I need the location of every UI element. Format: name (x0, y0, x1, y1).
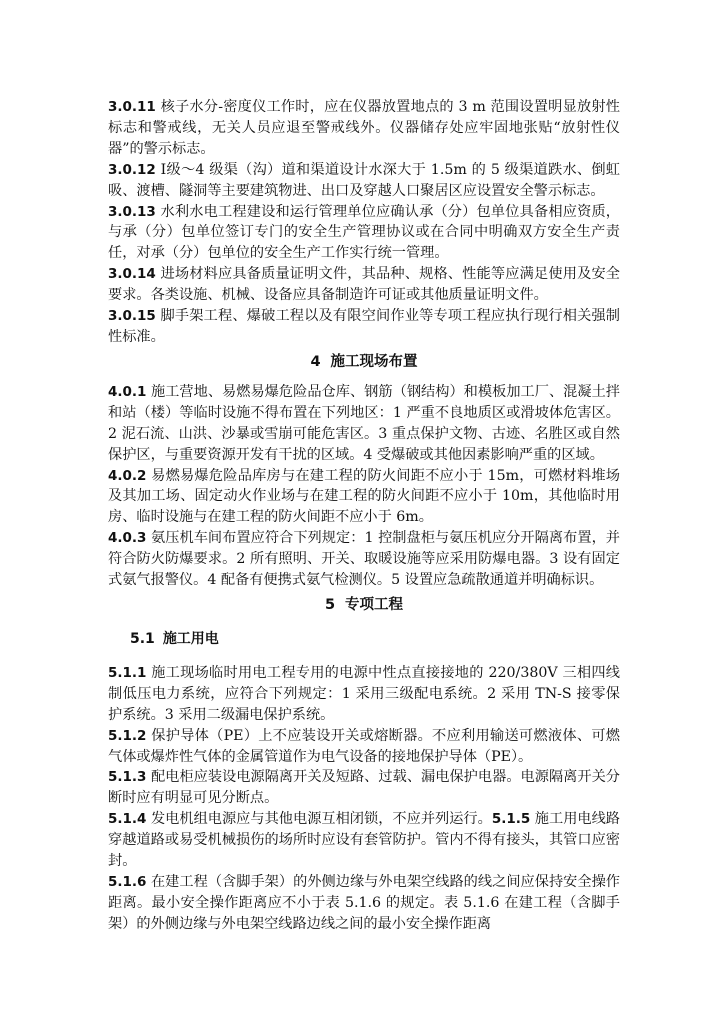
clause-text: 核子水分-密度仪工作时，应在仪器放置地点的 3 m 范围设置明显放射性标志和警戒线，无关人员应退至警戒线外。仪器储存处应牢固地张贴“放射性仪器”的警示标志。 (108, 99, 620, 157)
document-body (108, 97, 620, 935)
clause-text: 施工用电线路穿越道路或易受机械损伤的场所时应设有套管防护。管内不得有接头，其管口应密封。 (108, 811, 620, 870)
clause-text: 水利水电工程建设和运行管理单位应确认承（分）包单位具备相应资质，与承（分）包单位签订专门的安全生产管理协议或在合同中明确双方安全生产责任，对承（分）包单位的安全生产工作实行统一管理。 (108, 203, 620, 262)
clause-paragraph (108, 97, 620, 160)
clause-text: 氨压机车间布置应符合下列规定：1 控制盘柜与氨压机应分开隔离布置，并符合防火防爆要求。2 所有照明、开关、取暖设施等应采用防爆电器。3 设有固定式氨气报警仪。4 配备有便携式氨气检测仪。5 设置应急疏散通道并明确标识。 (108, 530, 620, 589)
section-number: 5 (324, 596, 336, 613)
clause-number: 3.0.11 (108, 99, 156, 115)
clause-text: 脚手架工程、爆破工程以及有限空间作业等专项工程应执行现行相关强制性标准。 (108, 308, 620, 345)
clause-paragraph (108, 202, 620, 265)
clause-text: 保护导体（PE）上不应装设开关或熔断器。不应利用输送可燃液体、可燃气体或爆炸性气体的金属管道作为电气设备的接地保护导体（PE）。 (108, 727, 620, 765)
subsection-title: 施工用电 (162, 630, 219, 647)
subsection-heading (130, 629, 620, 649)
clause-number: 3.0.13 (108, 203, 156, 220)
clause-number: 3.0.12 (108, 161, 156, 178)
clause-number: 3.0.14 (108, 266, 156, 283)
clause-number: 5.1.6 (108, 874, 147, 890)
clause-text: 进场材料应具备质量证明文件，其品种、规格、性能等应满足使用及安全要求。各类设施、机械、设备应具备制造许可证或其他质量证明文件。 (108, 266, 620, 304)
clause-text: 施工营地、易燃易爆危险品仓库、钢筋（钢结构）和模板加工厂、混凝土拌和站（楼）等临时设施不得布置在下列地区：1 严重不良地质区或滑坡体危害区。2 泥石流、山洪、沙暴或雪崩可能危害区。3 重点保护文物、古迹、名胜区或自然保护区，与重要资源开发有干扰的区域。4 受爆破或其他因素影响严重的区域。 (108, 383, 620, 463)
clause-paragraph (108, 809, 620, 872)
clause-paragraph (108, 663, 620, 726)
section-heading (108, 595, 620, 615)
clause-number: 5.1.5 (491, 811, 531, 828)
clause-text: 易燃易爆危险品库房与在建工程的防火间距不应小于 15m，可燃材料堆场及其加工场、固定动火作业场与在建工程的防火间距不应小于 10m，其他临时用房、临时设施与在建工程的防火间距不应小于 6m。 (108, 467, 620, 526)
section-title: 专项工程 (345, 596, 404, 613)
clause-text: 施工现场临时用电工程专用的电源中性点直接接地的 220/380V 三相四线制低压电力系统，应符合下列规定：1 采用三级配电系统。2 采用 TN-S 接零保护系统。3 采用二级漏电保护系统。 (108, 664, 620, 723)
clause-number: 5.1.3 (108, 769, 147, 786)
clause-paragraph (108, 767, 620, 809)
clause-number: 5.1.1 (108, 664, 147, 681)
clause-paragraph (108, 306, 620, 348)
clause-paragraph (108, 382, 620, 466)
clause-text: 发电机组电源应与其他电源互相闭锁，不应并列运行。 (146, 811, 492, 828)
clause-number: 4.0.2 (108, 467, 147, 484)
section-heading (108, 352, 620, 372)
clause-paragraph (108, 726, 620, 768)
clause-number: 5.1.4 (108, 811, 147, 828)
section-title: 施工现场布置 (330, 353, 418, 370)
clause-paragraph (108, 466, 620, 529)
subsection-number: 5.1 (130, 630, 155, 647)
clause-text: 配电柜应装设电源隔离开关及短路、过载、漏电保护电器。电源隔离开关分断时应有明显可见分断点。 (108, 769, 620, 807)
clause-number: 5.1.2 (108, 727, 147, 744)
clause-number: 3.0.15 (108, 308, 156, 325)
clause-text: 在建工程（含脚手架）的外侧边缘与外电架空线路的线之间应保持安全操作距离。最小安全操作距离应不小于表 5.1.6 的规定。表 5.1.6 在建工程（含脚手架）的外侧边缘与外电架空线路边线之间的最小安全操作距离 (108, 874, 620, 932)
clause-paragraph (108, 872, 620, 935)
clause-text: Ⅰ级～4 级渠（沟）道和渠道设计水深大于 1.5m 的 5 级渠道跌水、倒虹吸、渡槽、隧洞等主要建筑物进、出口及穿越人口聚居区应设置安全警示标志。 (108, 161, 620, 199)
clause-paragraph (108, 264, 620, 306)
clause-number: 4.0.1 (108, 383, 147, 400)
clause-paragraph (108, 528, 620, 591)
clause-number: 4.0.3 (108, 530, 147, 547)
clause-paragraph (108, 160, 620, 202)
section-number: 4 (310, 353, 321, 370)
